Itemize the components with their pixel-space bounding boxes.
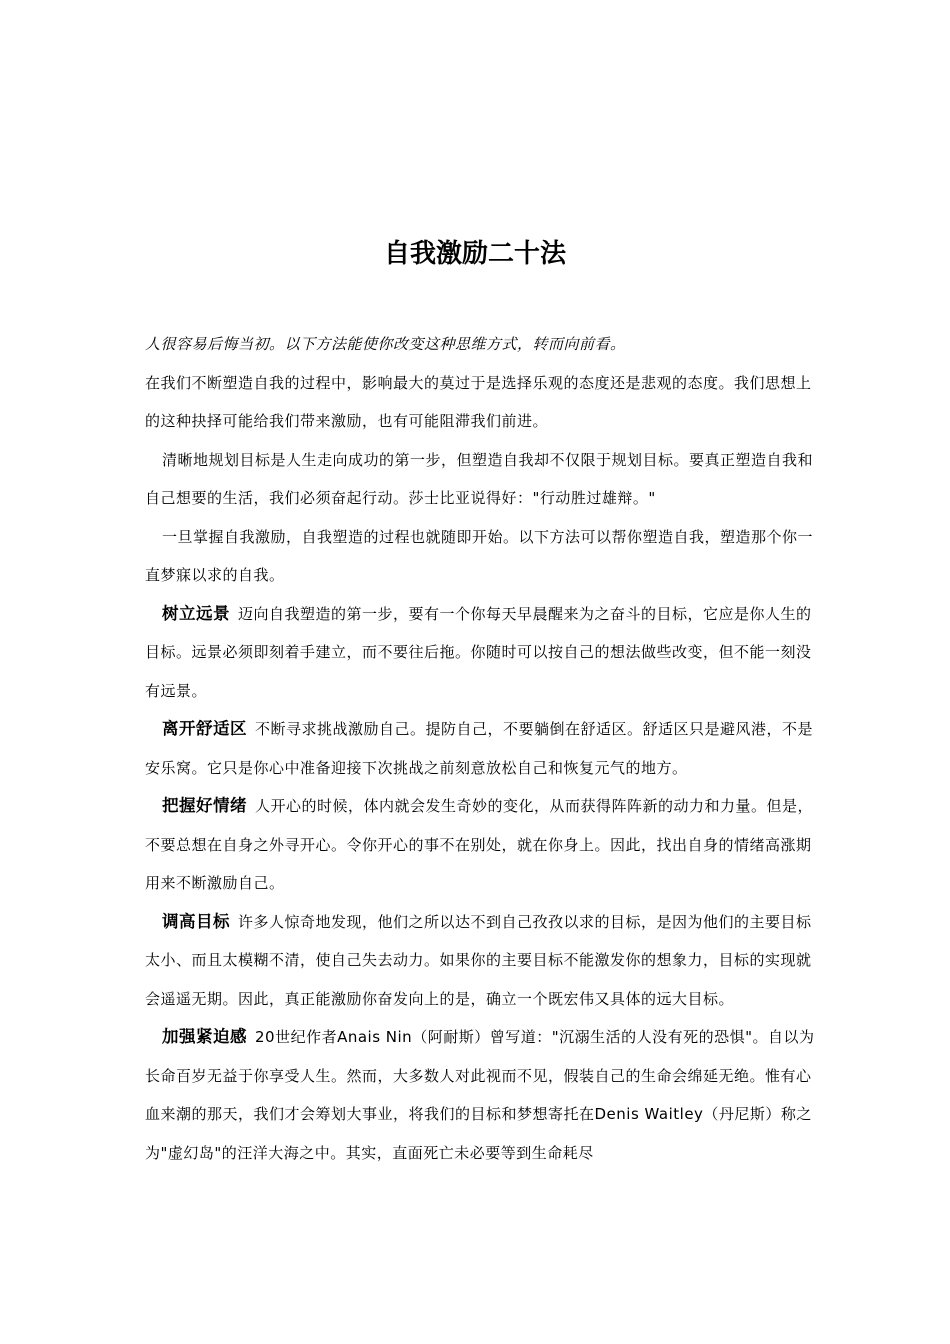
section-heading: 调高目标 <box>162 911 230 931</box>
paragraph: 一旦掌握自我激励，自我塑造的过程也就随即开始。以下方法可以帮你塑造自我，塑造那个你一直梦寐以求的自我。 <box>145 527 814 584</box>
section-paragraph <box>145 710 817 787</box>
paragraph: 在我们不断塑造自我的过程中，影响最大的莫过于是选择乐观的态度还是悲观的态度。我们思想上的这种抉择可能给我们带来激励，也有可能阻滞我们前进。 <box>145 373 812 430</box>
section-text: 不断寻求挑战激励自己。提防自己，不要躺倒在舒适区。舒适区只是避风港，不是安乐窝。它只是你心中准备迎接下次挑战之前刻意放松自己和恢复元气的地方。 <box>145 720 814 777</box>
section-heading: 把握好情绪 <box>162 796 247 815</box>
paragraph: 清晰地规划目标是人生走向成功的第一步，但塑造自我却不仅限于规划目标。要真正塑造自我和自己想要的生活，我们必须奋起行动。莎士比亚说得好："行动胜过雄辩。" <box>145 450 814 507</box>
section-heading: 树立远景 <box>162 603 230 623</box>
section-paragraph <box>145 903 817 1019</box>
document-title: 自我激励二十法 <box>383 239 566 269</box>
section-paragraph <box>145 787 817 903</box>
section-text: 20世纪作者Anais Nin（阿耐斯）曾写道："沉溺生活的人没有死的恐惧"。自以为长命百岁无益于你享受人生。然而，大多数人对此视而不见，假装自己的生命会绵延无绝。惟有心血来潮的那天，我们才会筹划大事业，将我们的目标和梦想寄托在Denis Waitley（丹尼斯）称之为"虚幻岛"的汪洋大海之中。其实，直面死亡未必要等到生命耗尽 <box>145 1028 815 1162</box>
section-paragraph <box>145 595 817 711</box>
section-text: 人开心的时候，体内就会发生奇妙的变化，从而获得阵阵新的动力和力量。但是，不要总想在自身之外寻开心。令你开心的事不在别处，就在你身上。因此，找出自身的情绪高涨期用来不断激励自己。 <box>145 797 814 892</box>
document-body <box>145 325 817 1172</box>
section-heading: 加强紧迫感 <box>162 1027 247 1046</box>
section-text: 许多人惊奇地发现，他们之所以达不到自己孜孜以求的目标，是因为他们的主要目标太小、而且太模糊不清，使自己失去动力。如果你的主要目标不能激发你的想象力，目标的实现就会遥遥无期。因此，真正能激励你奋发向上的是，确立一个既宏伟又具体的远大目标。 <box>145 912 812 1008</box>
intro-paragraph: 人很容易后悔当初。以下方法能使你改变这种思维方式，转而向前看。 <box>145 335 626 353</box>
section-text: 迈向自我塑造的第一步，要有一个你每天早晨醒来为之奋斗的目标，它应是你人生的目标。远景必须即刻着手建立，而不要往后拖。你随时可以按自己的想法做些改变，但不能一刻没有远景。 <box>145 604 812 700</box>
section-paragraph <box>145 1018 817 1172</box>
section-heading: 离开舒适区 <box>162 719 247 738</box>
